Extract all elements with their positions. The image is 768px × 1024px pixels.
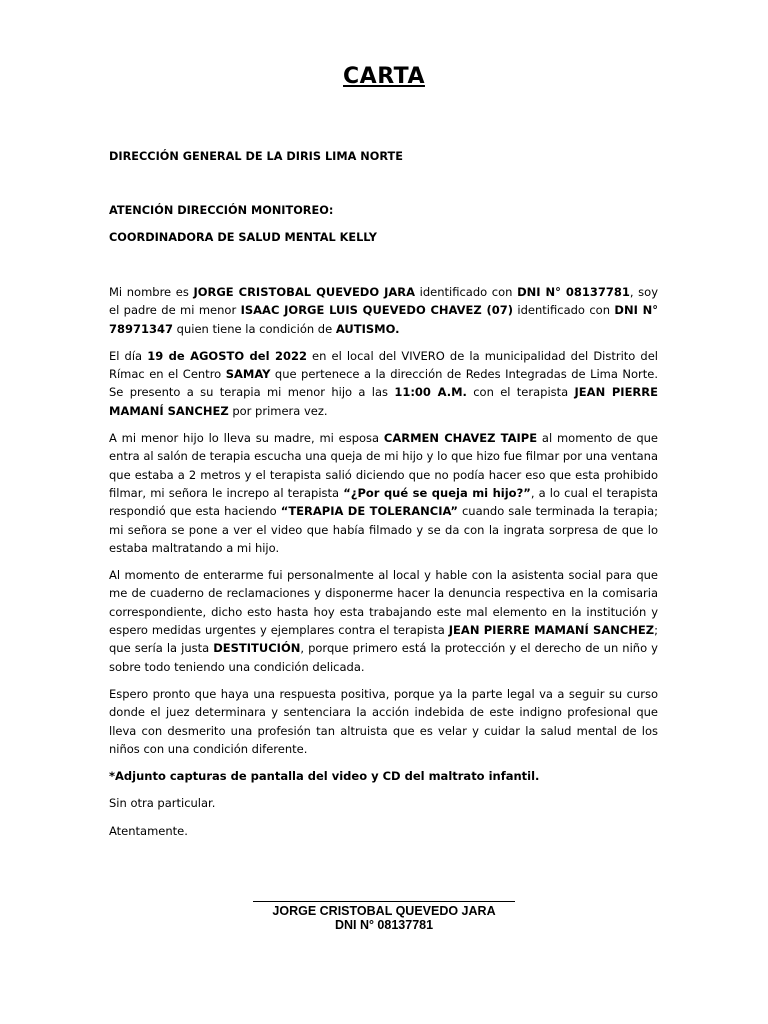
sign-off-line: Sin otra particular. (109, 796, 216, 811)
text-span: identificado con (415, 285, 518, 299)
text-span: , a lo cual el terapista respondió que esta haciendo (109, 485, 658, 519)
text-span: identificado con (513, 303, 615, 318)
coordinator-line: COORDINADORA DE SALUD MENTAL KELLY (109, 231, 377, 244)
mother-name: CARMEN CHAVEZ TAIPE (383, 431, 538, 446)
incident-date: 19 de AGOSTO del 2022 (147, 348, 307, 363)
letter-title: CARTA (343, 64, 425, 89)
signature-line (253, 901, 515, 902)
paragraph-closing: Espero pronto que haya una respuesta positiva, porque ya la parte legal va a seguir su curso donde el juez determinara y sentenciara la acción indebida de este indigno profesional que lleva con desmerito una profesión tan altruista que es velar y cuidar la salud mental de los niños con una condición diferente. (109, 686, 658, 756)
child-name: ISAAC JORGE LUIS QUEVEDO CHAVEZ (07) (240, 303, 514, 318)
text-span: que pertenece a la dirección de Redes Integradas de Lima Norte. Se presento a su terapia mi menor hijo a las (109, 367, 659, 400)
text-span: , porque primero está la protección y el derecho de un niño y sobre todo teniendo una condición delicada. (109, 641, 658, 674)
text-span: Mi nombre es (109, 285, 194, 299)
paragraph-incident-details (109, 429, 658, 557)
attention-line: ATENCIÓN DIRECCIÓN MONITOREO: (109, 204, 334, 217)
text-span: El día (109, 348, 148, 363)
paragraph-complaint (109, 566, 658, 676)
therapist-name: JEAN PIERRE MAMANÍ SANCHEZ (448, 623, 655, 638)
text-span: cuando sale terminada la terapia; mi señora se pone a ver el video que había filmado y se da con la ingrata sorpresa de que lo estaba maltratando a mi hijo. (109, 504, 658, 555)
text-span: al momento de que entra al salón de terapia escucha una queja de mi hijo y lo que hizo fue filmar por una ventana que estaba a 2 metros y el terapista salió diciendo que no podía hacer eso que esta prohibido filmar, mi señora le increpo al terapista (109, 431, 658, 500)
paragraph-incident-date (109, 347, 658, 420)
text-span: quien tiene la condición de (173, 321, 336, 336)
text-span: Al momento de enterarme fui personalmente al local y hable con la asistenta social para que me de cuaderno de reclamaciones y disponerme hacer la denuncia respectiva en la comisaria correspondiente, dicho esto hasta hoy esta trabajando este mal elemento en la institución y espero medidas urgentes y ejemplares contra el terapista (109, 568, 658, 638)
center-name: SAMAY (225, 367, 271, 382)
text-span: A mi menor hijo lo lleva su madre, mi esposa (109, 431, 384, 446)
quoted-answer: “TERAPIA DE TOLERANCIA” (280, 504, 458, 519)
text-span: con el terapista (466, 385, 575, 400)
child-dni: DNI N° 78971347 (109, 303, 658, 336)
paragraph-introduction (109, 283, 658, 338)
attachment-note (109, 767, 658, 785)
condition: AUTISMO. (335, 321, 400, 336)
sender-name: JORGE CRISTOBAL QUEVEDO JARA (193, 285, 416, 299)
incident-time: 11:00 A.M. (394, 385, 467, 400)
text-span: por primera vez. (228, 403, 328, 418)
therapist-name: JEAN PIERRE MAMANÍ SANCHEZ (109, 385, 658, 418)
text-span: en el local del VIVERO de la municipalidad del Distrito del Rímac en el Centro (109, 348, 658, 382)
signature-dni: DNI N° 08137781 (334, 918, 434, 932)
attachment-text: *Adjunto capturas de pantalla del video y CD del maltrato infantil. (109, 769, 540, 784)
regards-line: Atentamente. (109, 823, 188, 838)
recipient-line: DIRECCIÓN GENERAL DE LA DIRIS LIMA NORTE (109, 150, 403, 163)
text-span: , soy el padre de mi menor (109, 285, 659, 318)
letter-body (109, 283, 658, 849)
signature-name: JORGE CRISTOBAL QUEVEDO JARA (272, 904, 496, 918)
text-span: ; que sería la justa (109, 623, 658, 656)
demand: DESTITUCIÓN (213, 641, 301, 656)
sender-dni: DNI N° 08137781 (517, 285, 630, 299)
quoted-question: “¿Por qué se queja mi hijo?” (343, 485, 531, 500)
